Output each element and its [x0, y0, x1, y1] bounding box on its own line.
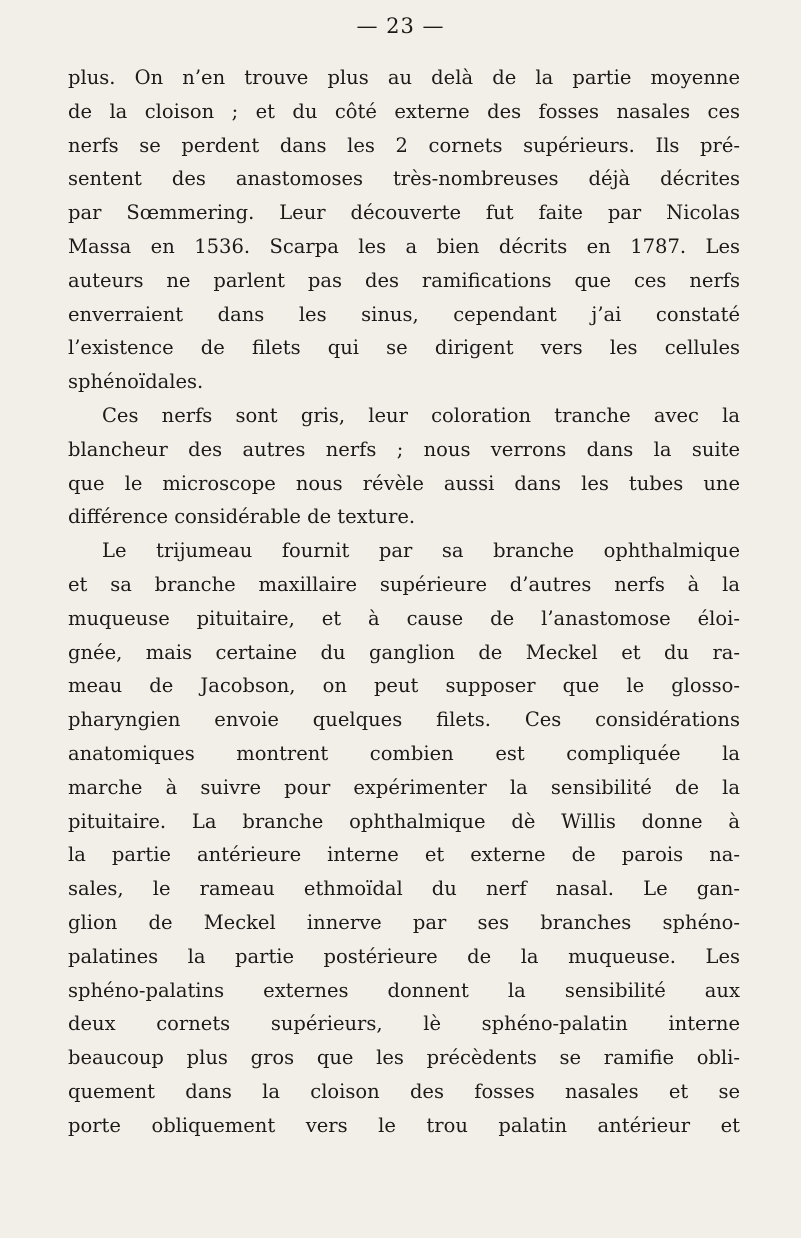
text-line: auteurs ne parlent pas des ramifications que ces nerfs [68, 268, 740, 292]
text-line: et sa branche maxillaire supérieure d’autres nerfs à la [68, 572, 740, 596]
body-text [68, 61, 740, 1143]
text-line: nerfs se perdent dans les 2 cornets supérieurs. Ils pré- [68, 133, 740, 157]
text-line: que le microscope nous révèle aussi dans les tubes une [68, 471, 740, 495]
text-line: meau de Jacobson, on peut supposer que le glosso- [68, 674, 740, 698]
text-line: pituitaire. La branche ophthalmique dè Willis donne à [68, 809, 740, 833]
text-line: porte obliquement vers le trou palatin antérieur et [68, 1113, 740, 1137]
text-line: sphéno-palatins externes donnent la sensibilité aux [68, 978, 740, 1002]
text-line: différence considérable de texture. [68, 505, 416, 529]
text-line: enverraient dans les sinus, cependant j’ai constaté [68, 302, 740, 326]
text-line: muqueuse pituitaire, et à cause de l’anastomose éloi- [68, 606, 740, 630]
text-line: marche à suivre pour expérimenter la sensibilité de la [68, 775, 740, 799]
text-line: la partie antérieure interne et externe de parois na- [68, 843, 740, 867]
text-line: l’existence de filets qui se dirigent vers les cellules [68, 336, 740, 360]
text-line: blancheur des autres nerfs ; nous verrons dans la suite [68, 437, 740, 461]
text-line: beaucoup plus gros que les précèdents se ramifie obli- [68, 1046, 740, 1070]
text-line: Ces nerfs sont gris, leur coloration tranche avec la [102, 403, 740, 427]
text-line: sales, le rameau ethmoïdal du nerf nasal. Le gan- [68, 877, 740, 901]
text-line: gnée, mais certaine du ganglion de Meckel et du ra- [68, 640, 740, 664]
text-line: Massa en 1536. Scarpa les a bien décrits en 1787. Les [68, 234, 740, 258]
text-line: anatomiques montrent combien est compliquée la [68, 741, 740, 765]
text-line: plus. On n’en trouve plus au delà de la partie moyenne [68, 66, 740, 89]
text-line: Le trijumeau fournit par sa branche ophthalmique [102, 539, 740, 563]
text-line: palatines la partie postérieure de la muqueuse. Les [68, 944, 740, 968]
text-line: par Sœmmering. Leur découverte fut faite par Nicolas [68, 201, 740, 225]
text-line: de la cloison ; et du côté externe des fosses nasales ces [68, 99, 740, 123]
text-line: deux cornets supérieurs, lè sphéno-palatin interne [68, 1012, 740, 1036]
text-line: sphénoïdales. [68, 370, 204, 394]
page-number: — 23 — [356, 14, 445, 38]
text-line: sentent des anastomoses très-nombreuses déjà décrites [68, 167, 740, 191]
text-line: pharyngien envoie quelques filets. Ces considérations [68, 708, 740, 732]
text-line: quement dans la cloison des fosses nasales et se [68, 1079, 740, 1103]
text-line: glion de Meckel innerve par ses branches sphéno- [68, 910, 740, 934]
